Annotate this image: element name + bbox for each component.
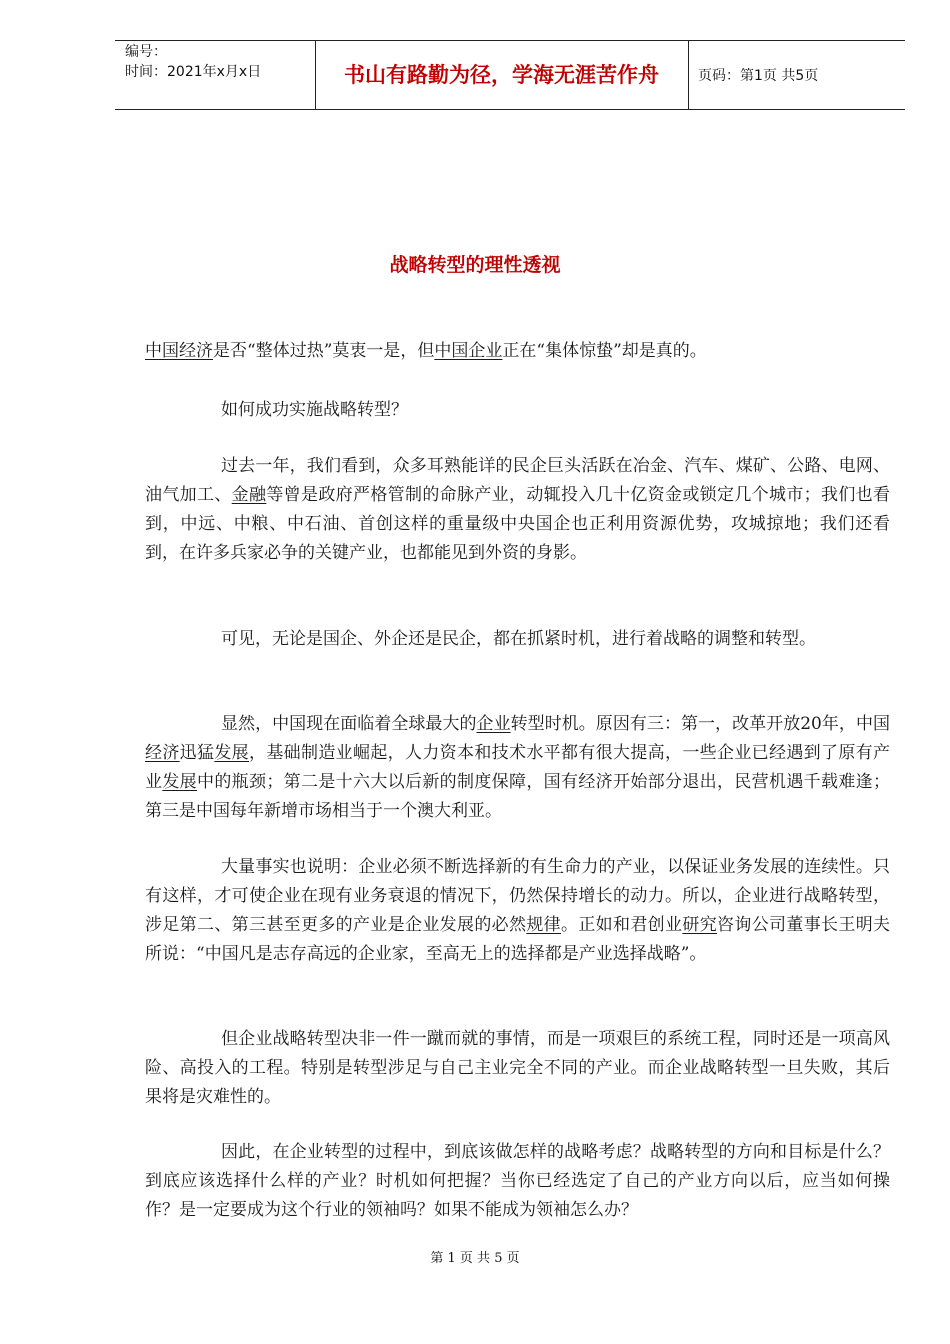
text-run: 。正如和君创业 [561, 915, 683, 935]
keyword-link[interactable]: 规律 [526, 915, 562, 935]
keyword-link[interactable]: 发展 [162, 772, 198, 792]
paragraph-5 [145, 710, 890, 826]
keyword-link[interactable]: 研究 [682, 915, 718, 935]
text-run: 过去一年，我们看到，众多耳熟能详的民企巨头活跃在冶金、汽车、煤矿、公路、电网、油气加工、 [145, 456, 890, 505]
text-run: 但企业战略转型决非一件一蹴而就的事情，而是一项艰巨的系统工程，同时还是一项高风险、高投入的工程。特别是转型涉足与自己主业完全不同的产业。而企业战略转型一旦失败，其后果将是灾难性的。 [145, 1029, 890, 1107]
text-run: 中的瓶颈；第二是十六大以后新的制度保障，国有经济开始部分退出，民营机遇千载难逢；第三是中国每年新增市场相当于一个澳大利亚。 [145, 772, 891, 821]
keyword-link[interactable]: 中国经济 [145, 341, 213, 361]
paragraph-3 [145, 452, 890, 568]
text-run: 因此，在企业转型的过程中，到底该做怎样的战略考虑？战略转型的方向和目标是什么？到底应该选择什么样的产业？时机如何把握？当你已经选定了自己的产业方向以后，应当如何操作？是一定要成为这个行业的领袖吗？如果不能成为领袖怎么办？ [145, 1142, 890, 1220]
paragraph-4 [145, 625, 890, 654]
text-run: ，基础制造业崛起，人力资本和技术水平都有很大提高，一些企业已经遇到了原有产业 [145, 743, 891, 792]
text-run: 可见，无论是国企、外企还是民企，都在抓紧时机，进行着战略的调整和转型。 [221, 629, 816, 649]
text-run: 大量事实也说明：企业必须不断选择新的有生命力的产业，以保证业务发展的连续性。只有这样，才可使企业在现有业务衰退的情况下，仍然保持增长的动力。所以，企业进行战略转型，涉足第二、第三甚至更多的产业是企业发展的必然 [145, 857, 890, 935]
keyword-link[interactable]: 中国企业 [434, 341, 503, 361]
header-page-cell [688, 41, 905, 109]
paragraph-7 [145, 1025, 890, 1112]
text-run: 转型时机。原因有三：第一，改革开放20年，中国 [510, 714, 891, 734]
text-run: 正在“集体惊蛰”却是真的。 [502, 341, 707, 361]
text-run: 咨询公司董事长王明夫所说：“中国凡是志存高远的企业家，至高无上的选择都是产业选择战略”。 [145, 915, 891, 964]
header-meta-cell [115, 41, 316, 109]
header-motto-cell [315, 41, 689, 109]
text-run: 是否“整体过热”莫衷一是，但 [213, 341, 435, 361]
document-id-label: 编号： [125, 44, 167, 60]
text-run: 迅猛 [179, 743, 215, 763]
paragraph-1 [145, 337, 890, 366]
header-motto: 书山有路勤为径，学海无涯苦作舟 [344, 63, 659, 87]
text-run: 等曾是政府严格管制的命脉产业，动辄投入几十亿资金或锁定几个城市；我们也看到，中远、中粮、中石油、首创这样的重量级中央国企也正利用资源优势，攻城掠地；我们还看到，在许多兵家必争的关键产业，也都能见到外资的身影。 [145, 485, 891, 563]
keyword-link[interactable]: 金融 [231, 485, 267, 505]
text-run: 如何成功实施战略转型？ [221, 400, 408, 420]
paragraph-2 [145, 396, 890, 425]
keyword-link[interactable]: 企业 [476, 714, 511, 734]
paragraph-8 [145, 1138, 890, 1225]
document-title: 战略转型的理性透视 [389, 254, 561, 276]
text-run: 显然，中国现在面临着全球最大的 [221, 714, 477, 734]
page-footer: 第 1 页 共 5 页 [430, 1251, 520, 1266]
document-time-label: 时间：2021年x月x日 [125, 64, 262, 80]
header-table [115, 40, 905, 110]
paragraph-6 [145, 853, 890, 969]
keyword-link[interactable]: 发展 [214, 743, 250, 763]
header-page-info: 页码：第1页 共5页 [698, 68, 819, 84]
keyword-link[interactable]: 经济 [145, 743, 180, 763]
